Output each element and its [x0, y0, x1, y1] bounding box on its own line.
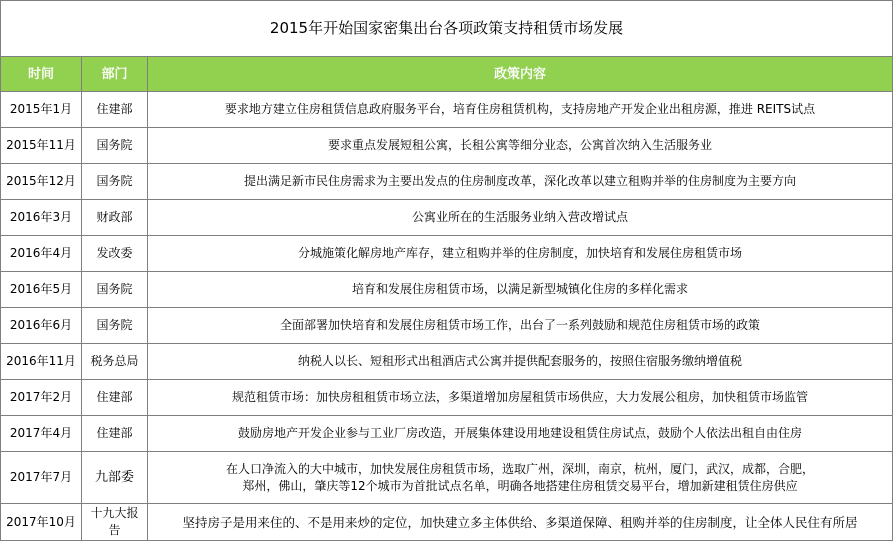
cell-dept: 住建部 — [82, 380, 148, 416]
cell-dept: 十九大报告 — [82, 504, 148, 541]
cell-content: 公寓业所在的生活服务业纳入营改增试点 — [148, 200, 893, 236]
table-title: 2015年开始国家密集出台各项政策支持租赁市场发展 — [1, 1, 893, 57]
table-row — [1, 380, 893, 416]
table-row — [1, 344, 893, 380]
cell-time: 2016年6月 — [1, 308, 82, 344]
table-row — [1, 308, 893, 344]
table-row — [1, 128, 893, 164]
cell-content: 要求重点发展短租公寓，长租公寓等细分业态，公寓首次纳入生活服务业 — [148, 128, 893, 164]
cell-dept: 住建部 — [82, 416, 148, 452]
table-row — [1, 272, 893, 308]
cell-time: 2015年1月 — [1, 92, 82, 128]
cell-content: 分城施策化解房地产库存，建立租购并举的住房制度，加快培育和发展住房租赁市场 — [148, 236, 893, 272]
cell-dept: 发改委 — [82, 236, 148, 272]
table-row — [1, 236, 893, 272]
table-row — [1, 200, 893, 236]
cell-content-line: 郑州，佛山，肇庆等12个城市为首批试点名单，明确各地搭建住房租赁交易平台，增加新建租赁住房供应 — [242, 478, 798, 493]
cell-dept: 住建部 — [82, 92, 148, 128]
cell-dept: 国务院 — [82, 128, 148, 164]
cell-content: 要求地方建立住房租赁信息政府服务平台，培育住房租赁机构，支持房地产开发企业出租房源，推进 REITS试点 — [148, 92, 893, 128]
cell-time: 2016年4月 — [1, 236, 82, 272]
cell-content: 提出满足新市民住房需求为主要出发点的住房制度改革，深化改革以建立租购并举的住房制度为主要方向 — [148, 164, 893, 200]
cell-time: 2017年2月 — [1, 380, 82, 416]
table-row — [1, 504, 893, 541]
cell-dept: 国务院 — [82, 272, 148, 308]
cell-content: 培育和发展住房租赁市场，以满足新型城镇化住房的多样化需求 — [148, 272, 893, 308]
cell-dept: 税务总局 — [82, 344, 148, 380]
cell-content-line: 在人口净流入的大中城市，加快发展住房租赁市场，选取广州，深圳，南京，杭州，厦门，武汉，成都，合肥， — [225, 461, 814, 476]
header-time: 时间 — [1, 57, 82, 92]
cell-content: 鼓励房地产开发企业参与工业厂房改造，开展集体建设用地建设租赁住房试点，鼓励个人依法出租自由住房 — [148, 416, 893, 452]
cell-time: 2015年11月 — [1, 128, 82, 164]
cell-content: 坚持房子是用来住的、不是用来炒的定位，加快建立多主体供给、多渠道保障、租购并举的住房制度，让全体人民住有所居 — [148, 504, 893, 541]
cell-time: 2016年11月 — [1, 344, 82, 380]
cell-time: 2017年10月 — [1, 504, 82, 541]
cell-content — [148, 452, 893, 504]
cell-time: 2017年4月 — [1, 416, 82, 452]
table-row — [1, 452, 893, 504]
table-row — [1, 164, 893, 200]
cell-time: 2015年12月 — [1, 164, 82, 200]
header-row — [1, 57, 893, 92]
cell-time: 2016年3月 — [1, 200, 82, 236]
cell-dept: 国务院 — [82, 308, 148, 344]
table-row — [1, 92, 893, 128]
cell-dept: 九部委 — [82, 452, 148, 504]
table-row — [1, 416, 893, 452]
cell-time: 2016年5月 — [1, 272, 82, 308]
cell-dept: 国务院 — [82, 164, 148, 200]
cell-time: 2017年7月 — [1, 452, 82, 504]
cell-content: 纳税人以长、短租形式出租酒店式公寓并提供配套服务的，按照住宿服务缴纳增值税 — [148, 344, 893, 380]
title-row — [1, 1, 893, 57]
cell-content: 规范租赁市场：加快房租租赁市场立法，多渠道增加房屋租赁市场供应，大力发展公租房，加快租赁市场监管 — [148, 380, 893, 416]
header-content: 政策内容 — [148, 57, 893, 92]
cell-content: 全面部署加快培育和发展住房租赁市场工作，出台了一系列鼓励和规范住房租赁市场的政策 — [148, 308, 893, 344]
header-dept: 部门 — [82, 57, 148, 92]
cell-dept: 财政部 — [82, 200, 148, 236]
